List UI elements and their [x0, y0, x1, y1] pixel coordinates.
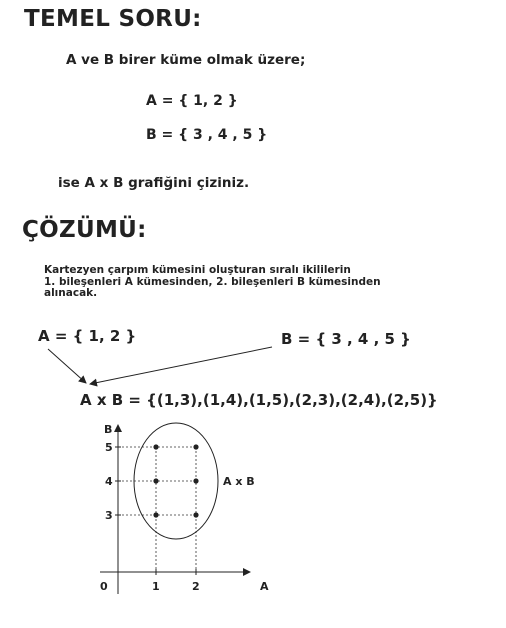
question-set-a: A = { 1, 2 } — [146, 93, 238, 109]
dashed-guides — [118, 447, 196, 572]
x-axis-label: A — [260, 580, 269, 593]
y-tick-3: 3 — [105, 509, 113, 522]
explanation-line-2: 1. bileşenleri A kümesinden, 2. bileşenleri B kümesinden — [44, 275, 381, 288]
x-tick-1: 1 — [152, 580, 160, 593]
point-2-5 — [193, 444, 198, 449]
arrow-from-set-a — [48, 349, 86, 383]
solution-set-a: A = { 1, 2 } — [38, 327, 137, 345]
arrow-from-set-b — [90, 347, 272, 384]
origin-label: 0 — [100, 580, 108, 593]
explanation-line-3: alınacak. — [44, 287, 98, 299]
y-tick-4: 4 — [105, 475, 113, 488]
point-1-3 — [153, 512, 158, 517]
y-axis-label: B — [104, 423, 113, 436]
set-label: A x B — [223, 475, 255, 488]
point-1-4 — [153, 478, 158, 483]
question-task: ise A x B grafiğini çiziniz. — [58, 175, 250, 191]
point-2-3 — [193, 512, 198, 517]
explanation-line-1: Kartezyen çarpım kümesini oluşturan sıralı ikililerin — [44, 264, 351, 276]
solution-set-b: B = { 3 , 4 , 5 } — [281, 330, 411, 348]
solution-product: A x B = {(1,3),(1,4),(1,5),(2,3),(2,4),(2,5)} — [80, 391, 438, 409]
question-set-b: B = { 3 , 4 , 5 } — [146, 127, 268, 143]
point-2-4 — [193, 478, 198, 483]
point-1-5 — [153, 444, 158, 449]
y-tick-5: 5 — [105, 441, 113, 454]
solution-heading: ÇÖZÜMÜ: — [22, 217, 147, 243]
x-tick-2: 2 — [192, 580, 200, 593]
question-heading: TEMEL SORU: — [24, 6, 202, 32]
question-intro: A ve B birer küme olmak üzere; — [66, 52, 306, 68]
ticks — [115, 447, 196, 575]
